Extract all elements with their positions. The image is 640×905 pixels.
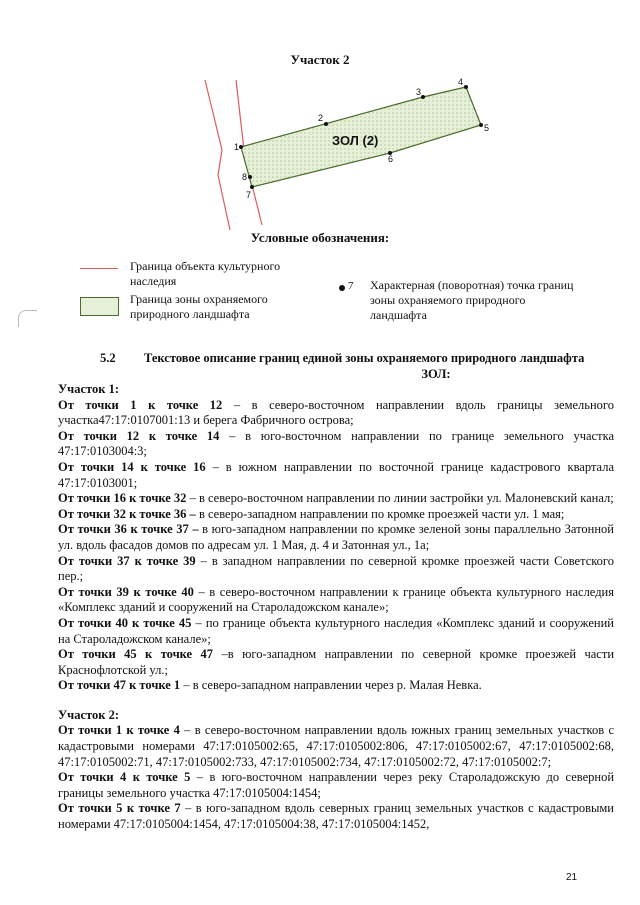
section-heading: 5.2 Текстовое описание границ единой зоны охраняемого природного ландшафта ЗОЛ: [100, 351, 585, 381]
page-number: 21 [566, 872, 578, 883]
parcel2-heading: Участок 2: [58, 707, 119, 722]
legend-item-zone: Граница зоны охраняемого природного ландшафта [130, 292, 268, 321]
parcel1-entry: От точки 16 к точке 32 – в северо-восточном направлении по линии застройки ул. Малоневский канал; [58, 491, 614, 506]
point-marker-3 [421, 95, 425, 99]
parcel1-entry: От точки 40 к точке 45 – по границе объекта культурного наследия «Комплекс зданий и сооружений на Староладожском канале»; [58, 615, 614, 646]
point-label-6: 6 [388, 154, 394, 164]
point-marker-number: 7 [348, 280, 354, 292]
page-title: Участок 2 [290, 52, 350, 67]
point-marker-2 [324, 122, 328, 126]
parcel2-entry: От точки 5 к точке 7 – в юго-западном вдоль северных границ земельных участков с кадастровыми номерами 47:17:0105004:1454, 47:17:0105004:38, 47:17:0105004:1452, [58, 801, 614, 832]
point-marker-4 [464, 85, 468, 89]
zone-label: ЗОЛ (2) [332, 133, 379, 148]
zone-swatch [80, 297, 119, 316]
parcel2-entry: От точки 4 к точке 5 – в юго-восточном направлении через реку Староладожскую до северной границы земельного участка 47:17:0105004:1454; [58, 770, 615, 800]
parcel1-entry: От точки 1 к точке 12 – в северо-восточном направлении вдоль границы земельного участка47:17:0107001:13 и берега Фабричного острова; [58, 397, 615, 428]
parcel1-entry: От точки 39 к точке 40 – в северо-восточном направлении к границе объекта культурного наследия «Комплекс зданий и сооружений на Староладожском канале»; [58, 584, 614, 615]
point-marker-icon [339, 285, 345, 291]
parcel1-entry: От точки 45 к точке 47 –в юго-западном направлении по северной кромке проезжей части Краснофлотской ул.; [58, 647, 615, 677]
point-label-5: 5 [484, 123, 490, 133]
point-marker-7 [250, 185, 254, 189]
point-label-1: 1 [234, 142, 240, 152]
parcel1-entry: От точки 14 к точке 16 – в южном направлении по восточной границе кадастрового квартала 47:17:0103001; [58, 459, 615, 490]
body-text [58, 382, 614, 833]
point-marker-5 [479, 123, 483, 127]
parcel1-entry: От точки 47 к точке 1 – в северо-западном направлении через р. Малая Невка. [58, 678, 482, 693]
legend-item-heritage: Граница объекта культурного наследия [130, 259, 281, 288]
parcel1-entry: От точки 32 к точке 36 – в северо-западном направлении по кромке проезжей части ул. 1 мая; [58, 506, 565, 521]
point-label-4: 4 [458, 77, 464, 87]
point-marker-8 [248, 175, 252, 179]
parcel1-entry: От точки 12 к точке 14 – в юго-восточном направлении по границе земельного участка 47:17:0103004:3; [58, 428, 614, 459]
point-label-7: 7 [246, 190, 252, 200]
heritage-border-line [205, 80, 230, 230]
point-label-3: 3 [416, 87, 422, 97]
point-label-2: 2 [318, 113, 324, 123]
point-marker-1 [239, 145, 243, 149]
legend-title: Условные обозначения: [250, 230, 390, 245]
point-label-8: 8 [242, 172, 248, 182]
scan-mark [18, 310, 37, 327]
parcel1-entry: От точки 37 к точке 39 – в западном направлении по северной кромке проезжей части Советского пер.; [58, 553, 614, 584]
parcel1-heading: Участок 1: [58, 382, 119, 396]
parcel-map [0, 0, 640, 230]
parcel2-entry: От точки 1 к точке 4 – в северо-восточном направлении вдоль южных границ земельных участков с кадастровыми номерами 47:17:0105002:65, 47:17:0105002:806, 47:17:0105002:67, 47:17:0105002:68, 47:17:0105002:71, 47:17:0105002:733, 47:17:0105002:734, 47:17:0105002:72, 47:17:0105002:7; [58, 723, 614, 769]
legend-item-point: Характерная (поворотная) точка границ зоны охраняемого природного ландшафта [370, 278, 574, 322]
heritage-border-swatch [80, 268, 118, 269]
parcel1-entry: От точки 36 к точке 37 – в юго-западном направлении по кромке зеленой зоны параллельно Затонной ул. вдоль фасадов домов по адресам ул. 1 Мая, д. 4 и Затонная ул., 1а; [58, 522, 614, 552]
